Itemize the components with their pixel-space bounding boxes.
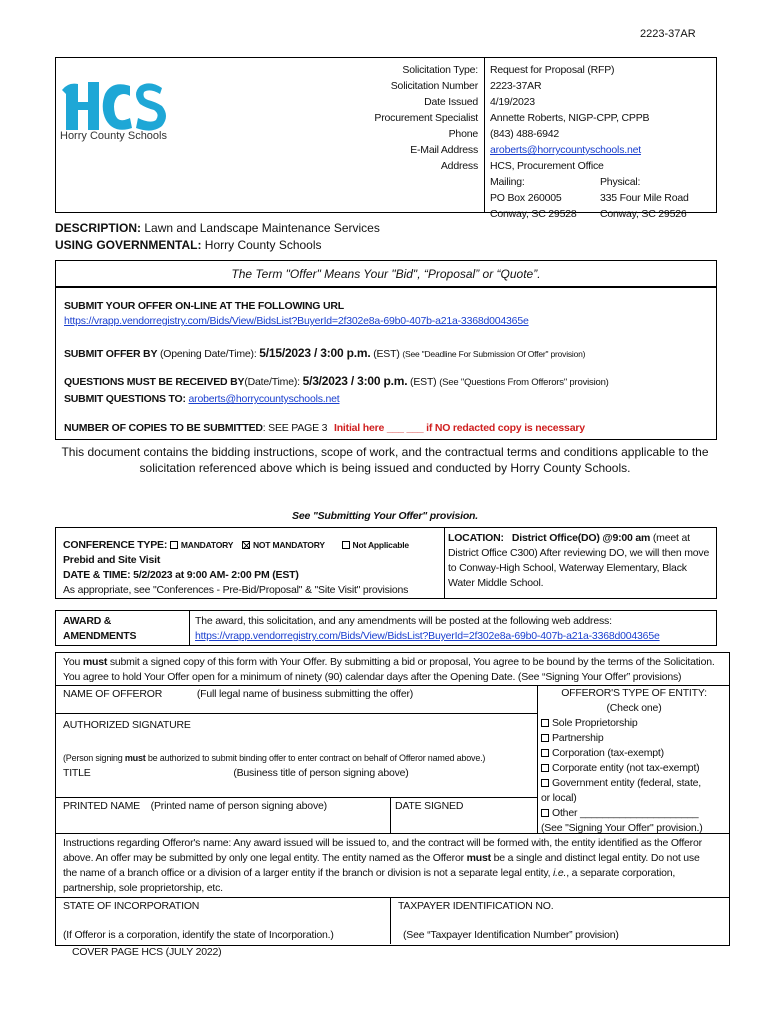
title-field: TITLE (Business title of person signing above) [63,767,409,779]
questions-by-line: QUESTIONS MUST BE RECEIVED BY(Date/Time): 5/3/2023 / 3:00 p.m. (EST) (See "Questions From Offerors" provision) [64,374,609,388]
submit-url-link[interactable]: https://vrapp.vendorregistry.com/Bids/View/BidsList?BuyerId=2f302e8a-69b0-407b-a21a-3368d004365e [64,315,529,327]
conference-note: As appropriate, see "Conferences - Pre-Bid/Proposal" & "Site Visit" provisions [63,584,409,596]
title-input[interactable] [56,781,536,796]
taxpayer-id-label: TAXPAYER IDENTIFICATION NO. [398,900,554,912]
entity-type: OFFEROR'S TYPE OF ENTITY: (Check one) Sole Proprietorship Partnership Corporation (tax-exempt) Corporate entity (not tax-exempt) Government entity (federal, state, or local) Other _____________________ (See "Signing Your Offer" provision.) [541,687,707,834]
printed-name-field: PRINTED NAME (Printed name of person signing above) [63,800,327,812]
label-date-issued: Date Issued [424,96,478,108]
hcs-logo [60,72,170,152]
state-of-incorporation-label: STATE OF INCORPORATION [63,900,200,912]
label-email: E-Mail Address [410,144,478,156]
conference-subtitle: Prebid and Site Visit [63,554,161,566]
conference-location: LOCATION: District Office(DO) @9:00 am (meet at District Office C300) After reviewing DO, we will then move to Conway-High School, Waterway Elementary, Black Water Middle School. [448,532,710,589]
term-note: The Term "Offer" Means Your "Bid", “Proposal” or “Quote”. [231,267,541,281]
submit-online: SUBMIT YOUR OFFER ON-LINE AT THE FOLLOWING URL https://vrapp.vendorregistry.com/Bids/View/BidsList?BuyerId=2f302e8a-69b0-407b-a21a-3368d004365e [64,300,529,327]
description-block: DESCRIPTION: Lawn and Landscape Maintenance Services USING GOVERNMENTAL: Horry County Schools [55,221,380,252]
authorized-signature-label: AUTHORIZED SIGNATURE [63,719,191,731]
other-entity-checkbox[interactable] [541,809,549,817]
state-of-incorporation-input[interactable] [56,914,389,928]
not-applicable-checkbox[interactable] [342,541,350,549]
partnership-checkbox[interactable] [541,734,549,742]
mandatory-checkbox[interactable] [170,541,178,549]
authorized-signature-input[interactable] [56,733,536,751]
value-solicitation-number: 2223-37AR [490,80,542,92]
value-date-issued: 4/19/2023 [490,96,535,108]
header-labels [320,62,478,174]
submit-by-line: SUBMIT OFFER BY (Opening Date/Time): 5/15/2023 / 3:00 p.m. (EST) (See "Deadline For Submission Of Offer" provision) [64,346,586,360]
label-address: Address [440,160,478,172]
taxpayer-id-input[interactable] [391,914,727,928]
label-solicitation-type: Solicitation Type: [402,64,478,76]
tin-hint: (See “Taxpayer Identification Number” provision) [403,929,619,941]
not-mandatory-checkbox[interactable] [242,541,250,549]
offeror-instructions: Instructions regarding Offeror's name: Any award issued will be issued to, and the contract will be formed with, the entity identified as the Offeror above. An offer may be submitted by only one legal entity. The entity named as the Offeror must be a single and distinct legal entity. Do not use the name of a branch office or a division of a larger entity if the branch or division is not a separate legal entity, i.e., a separate corporation, partnership, sole proprietorship, etc. [63,837,702,894]
questions-email-link[interactable]: aroberts@horrycountyschools.net [188,393,340,405]
submit-by-datetime: 5/15/2023 / 3:00 p.m. [259,346,371,360]
value-procurement-specialist: Annette Roberts, NIGP-CPP, CPPB [490,112,650,124]
name-of-offeror: NAME OF OFFEROR (Full legal name of business submitting the offer) [63,688,414,700]
description-value: Lawn and Landscape Maintenance Services [144,221,380,235]
see-submitting: See "Submitting Your Offer" provision. [292,510,478,522]
value-phone: (843) 488-6942 [490,128,560,140]
using-value: Horry County Schools [204,238,322,252]
label-solicitation-number: Solicitation Number [390,80,478,92]
state-hint: (If Offeror is a corporation, identify the state of Incorporation.) [63,929,334,941]
label-procurement-specialist: Procurement Specialist [374,112,478,124]
award-label: AWARD & AMENDMENTS [63,615,137,642]
signing-note: (Person signing must be authorized to submit binding offer to enter contract on behalf of Offeror named above.) [63,753,486,763]
award-text: The award, this solicitation, and any amendments will be posted at the following web address: https://vrapp.vendorregistry.com/Bids/View/BidsList?BuyerId=2f302e8a-69b0-407b-a21a-3368d004365e [195,615,660,642]
intro-text: This document contains the bidding instructions, scope of work, and the contractual terms and conditions applicable to the solicitation referenced above which is being issued and conducted by Horry County Schools. [61,445,709,475]
submit-questions-line: SUBMIT QUESTIONS TO: aroberts@horrycountyschools.net [64,393,340,405]
form-intro: You must submit a signed copy of this form with Your Offer. By submitting a bid or proposal, You agree to be bound by the terms of the Solicitation. You agree to hold Your Offer open for a minimum of ninety (90) calendar days after the Opening Date. (See “Signing Your Offer” provisions) [63,656,715,683]
address-row-2: Conway, SC 29528 Conway, SC 29526 [490,208,687,220]
value-solicitation-type: Request for Proposal (RFP) [490,64,615,76]
questions-by-datetime: 5/3/2023 / 3:00 p.m. [302,374,408,388]
date-signed-input[interactable] [391,814,536,832]
logo-org-name: Horry County Schools [60,130,167,142]
copies-line: NUMBER OF COPIES TO BE SUBMITTED: SEE PAGE 3 Initial here ___ ___ if NO redacted copy is necessary [64,422,585,434]
header-values [490,62,712,222]
conference-datetime: DATE & TIME: 5/2/2023 at 9:00 AM- 2:00 PM (EST) [63,569,299,581]
address-row-1: PO Box 260005 335 Four Mile Road [490,192,689,204]
date-signed-label: DATE SIGNED [395,800,464,812]
printed-name-input[interactable] [56,814,389,832]
corporation-tax-exempt-checkbox[interactable] [541,749,549,757]
value-email-link[interactable]: aroberts@horrycountyschools.net [490,144,641,156]
conference-left: CONFERENCE TYPE: MANDATORY NOT MANDATORY Not Applicable Prebid and Site Visit DATE & TIME: 5/2/2023 at 9:00 AM- 2:00 PM (EST) As appropriate, see "Conferences - Pre-Bid/Proposal" & "Site Visit" provisions [63,539,409,596]
footer: COVER PAGE HCS (JULY 2022) [72,946,222,958]
sole-proprietorship-checkbox[interactable] [541,719,549,727]
term-box [55,260,717,288]
corporate-entity-checkbox[interactable] [541,764,549,772]
name-of-offeror-input[interactable] [56,700,536,712]
label-phone: Phone [448,128,478,140]
award-url-link[interactable]: https://vrapp.vendorregistry.com/Bids/View/BidsList?BuyerId=2f302e8a-69b0-407b-a21a-3368d004365e [195,630,660,642]
document-number: 2223-37AR [640,28,696,40]
government-entity-checkbox[interactable] [541,779,549,787]
initial-here: Initial here ___ ___ if NO redacted copy is necessary [334,422,585,434]
value-address: HCS, Procurement Office [490,160,604,172]
address-row-labels: Mailing: Physical: [490,176,641,188]
